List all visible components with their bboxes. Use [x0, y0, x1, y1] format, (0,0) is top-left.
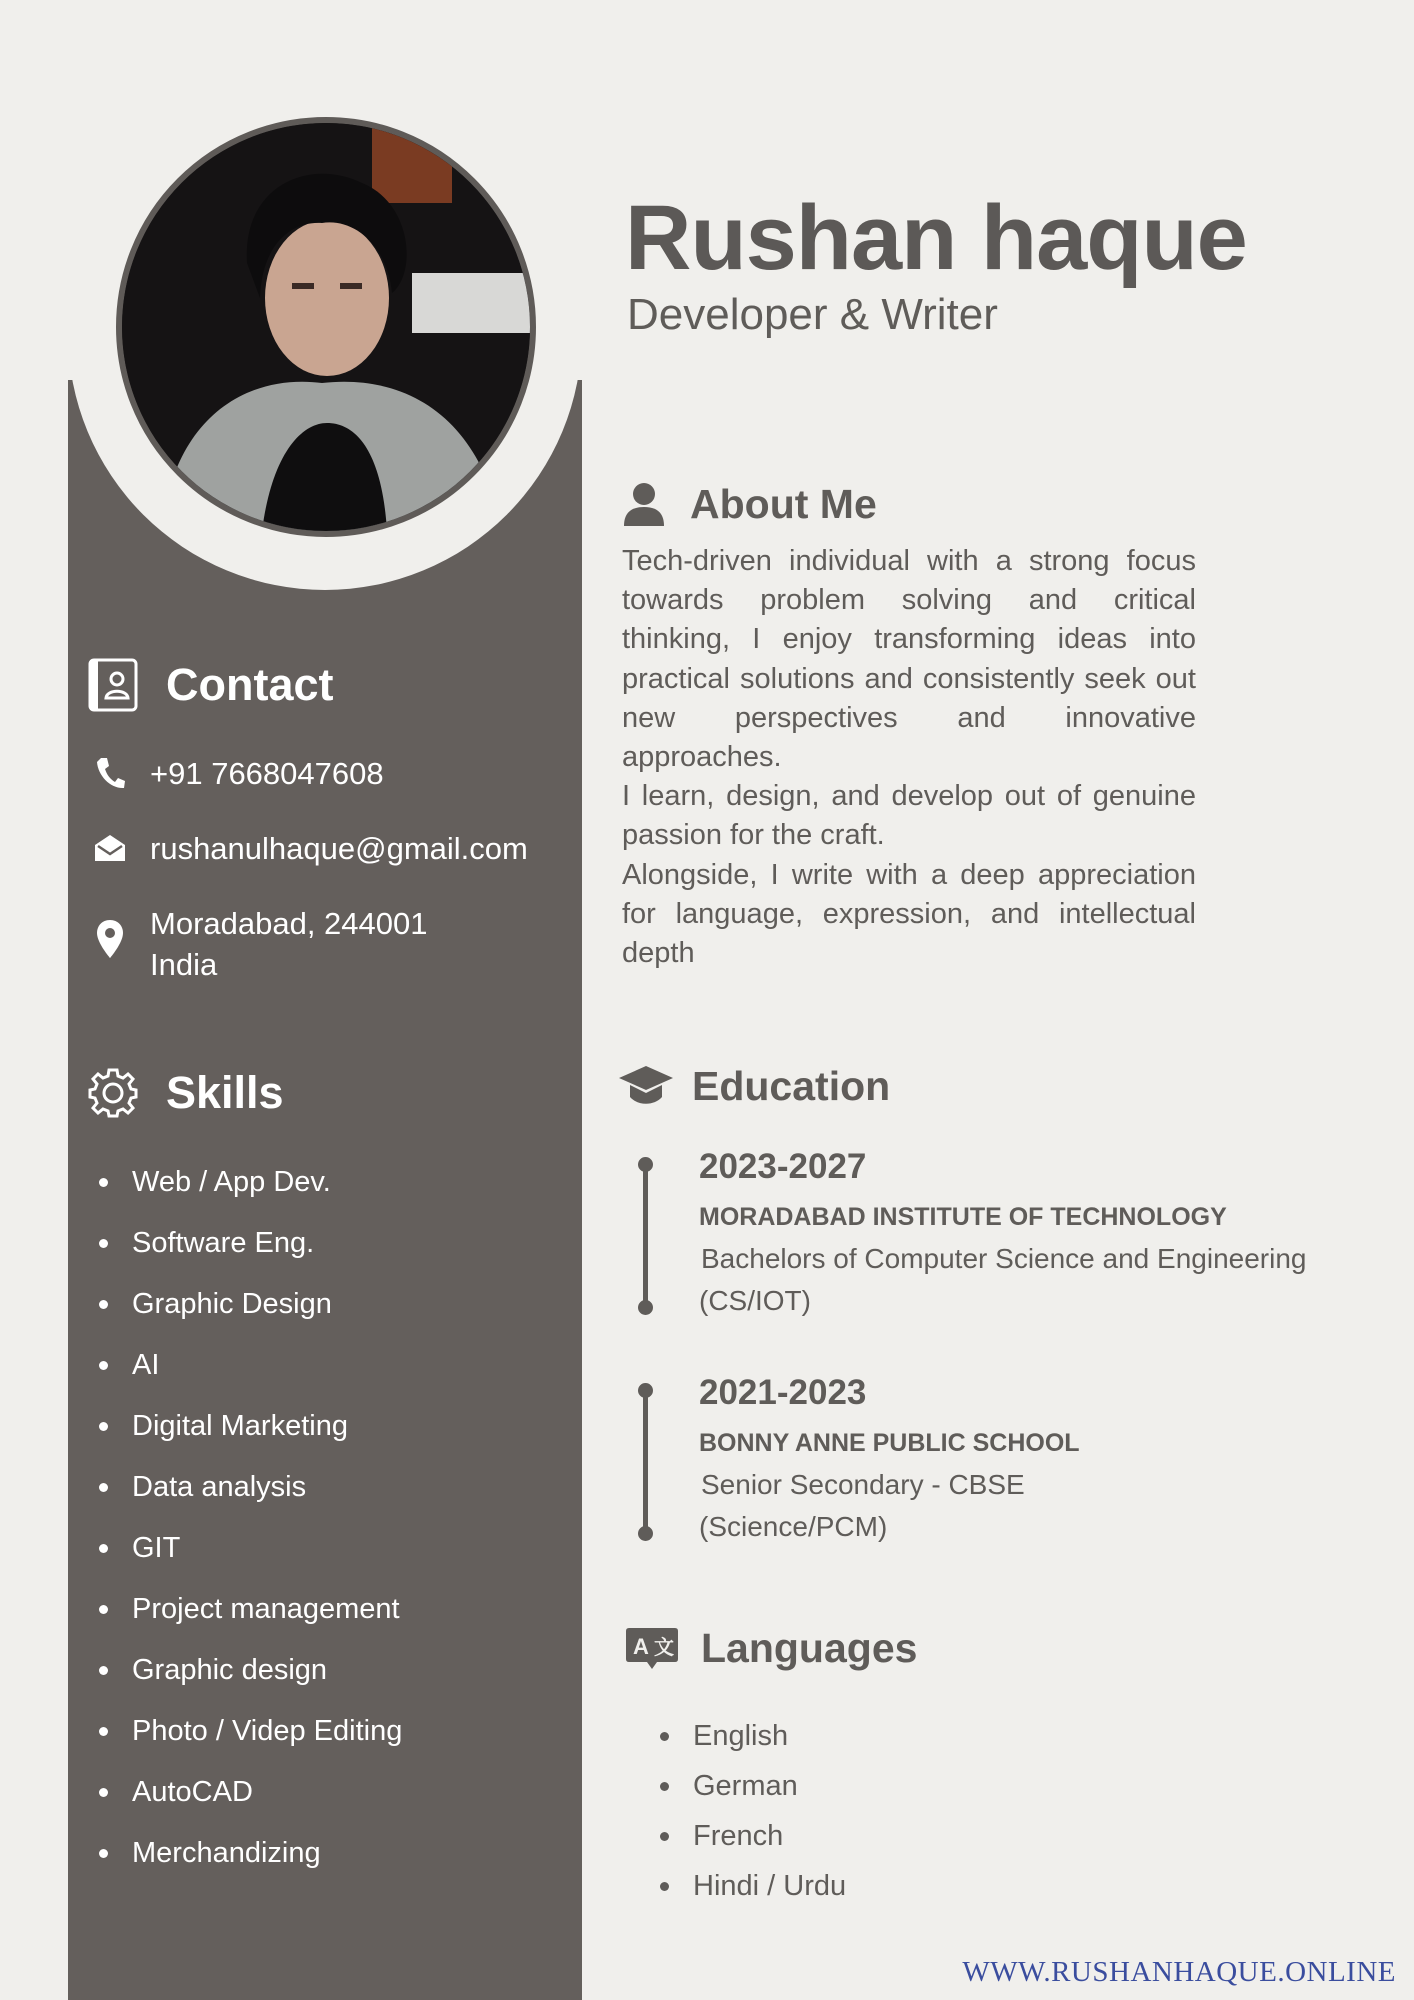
education-heading	[618, 1058, 890, 1114]
list-item	[95, 1457, 402, 1518]
list-item	[95, 1640, 402, 1701]
envelope-icon	[92, 828, 128, 868]
contact-heading	[86, 658, 334, 712]
about-paragraph: Alongside, I write with a deep appreciation for language, expression, and intellectual depth	[622, 858, 1196, 970]
address-country: India	[150, 947, 218, 982]
phone-icon	[92, 753, 128, 793]
degree-line: Senior Secondary - CBSE	[701, 1469, 1025, 1500]
bullet-icon	[99, 1300, 108, 1309]
bullet-icon	[99, 1178, 108, 1187]
bullet-icon	[99, 1788, 108, 1797]
graduation-cap-icon	[618, 1058, 674, 1114]
bullet-icon	[660, 1732, 669, 1741]
education-degree	[701, 1464, 1025, 1548]
address-city: Moradabad, 244001	[150, 906, 428, 941]
education-school: MORADABAD INSTITUTE OF TECHNOLOGY	[699, 1203, 1227, 1231]
user-icon	[622, 476, 666, 532]
skill-label: Data analysis	[132, 1471, 307, 1503]
timeline-line	[643, 1162, 648, 1308]
list-item	[95, 1335, 402, 1396]
contact-address	[92, 903, 428, 985]
svg-text:文: 文	[654, 1635, 674, 1659]
timeline-dot	[638, 1526, 653, 1541]
list-item	[95, 1213, 402, 1274]
timeline-dot	[638, 1300, 653, 1315]
list-item	[95, 1823, 402, 1884]
degree-line: (Science/PCM)	[699, 1511, 888, 1542]
skill-label: Web / App Dev.	[132, 1166, 331, 1198]
skills-list	[95, 1152, 402, 1884]
skill-label: GIT	[132, 1532, 181, 1564]
bullet-icon	[660, 1882, 669, 1891]
about-heading	[622, 476, 877, 532]
bullet-icon	[99, 1544, 108, 1553]
bullet-icon	[99, 1727, 108, 1736]
list-item	[660, 1711, 846, 1761]
languages-heading-label: Languages	[701, 1624, 918, 1671]
bullet-icon	[99, 1483, 108, 1492]
skill-label: Graphic Design	[132, 1288, 332, 1320]
degree-line: (CS/IOT)	[699, 1285, 811, 1316]
page-title: Rushan haque	[625, 187, 1247, 289]
profile-photo	[116, 117, 536, 537]
skills-heading	[86, 1066, 284, 1120]
education-years: 2021-2023	[699, 1373, 867, 1412]
bullet-icon	[99, 1239, 108, 1248]
education-degree	[701, 1238, 1306, 1322]
translate-icon	[625, 1620, 679, 1676]
phone-number[interactable]: +91 7668047608	[150, 756, 384, 791]
contact-phone	[92, 753, 384, 794]
education-school: BONNY ANNE PUBLIC SCHOOL	[699, 1429, 1080, 1457]
degree-line: Bachelors of Computer Science and Engineering	[701, 1243, 1307, 1274]
about-paragraph: Tech-driven individual with a strong focus towards problem solving and critical thinking, I enjoy transforming ideas into practical solutions and consistently seek out new perspectives and innovative approaches.	[622, 545, 1196, 774]
website-link[interactable]: WWW.RUSHANHAQUE.ONLINE	[962, 1956, 1396, 1988]
list-item	[95, 1701, 402, 1762]
language-label: Hindi / Urdu	[693, 1869, 847, 1902]
about-heading-label: About Me	[690, 480, 877, 527]
skill-label: Digital Marketing	[132, 1410, 348, 1442]
skill-label: AutoCAD	[132, 1776, 253, 1808]
list-item	[95, 1396, 402, 1457]
list-item	[95, 1274, 402, 1335]
language-label: English	[693, 1719, 789, 1752]
language-label: German	[693, 1769, 798, 1802]
contact-book-icon	[86, 658, 140, 712]
list-item	[95, 1579, 402, 1640]
language-label: French	[693, 1819, 784, 1852]
list-item	[660, 1811, 846, 1861]
svg-text:A: A	[633, 1634, 649, 1659]
email-address[interactable]: rushanulhaque@gmail.com	[150, 831, 528, 866]
location-pin-icon	[92, 919, 128, 959]
job-title: Developer & Writer	[627, 290, 998, 339]
gear-icon	[86, 1066, 140, 1120]
list-item	[660, 1761, 846, 1811]
skill-label: Graphic design	[132, 1654, 328, 1686]
skill-label: AI	[132, 1349, 160, 1381]
about-paragraph: I learn, design, and develop out of genuine passion for the craft.	[622, 780, 1196, 852]
contact-email	[92, 828, 528, 869]
skill-label: Software Eng.	[132, 1227, 315, 1259]
bullet-icon	[99, 1422, 108, 1431]
bullet-icon	[99, 1605, 108, 1614]
list-item	[95, 1152, 402, 1213]
education-years: 2023-2027	[699, 1147, 867, 1186]
about-text	[622, 542, 1196, 973]
bullet-icon	[99, 1849, 108, 1858]
bullet-icon	[660, 1782, 669, 1791]
timeline-line	[643, 1388, 648, 1534]
skills-heading-label: Skills	[166, 1067, 284, 1118]
bullet-icon	[660, 1832, 669, 1841]
list-item	[95, 1518, 402, 1579]
bullet-icon	[99, 1666, 108, 1675]
skill-label: Merchandizing	[132, 1837, 321, 1869]
list-item	[95, 1762, 402, 1823]
languages-list	[660, 1711, 846, 1911]
contact-heading-label: Contact	[166, 659, 334, 710]
languages-heading	[625, 1620, 917, 1676]
list-item	[660, 1861, 846, 1911]
bullet-icon	[99, 1361, 108, 1370]
skill-label: Photo / Videp Editing	[132, 1715, 403, 1747]
education-heading-label: Education	[692, 1062, 891, 1109]
skill-label: Project management	[132, 1593, 400, 1625]
